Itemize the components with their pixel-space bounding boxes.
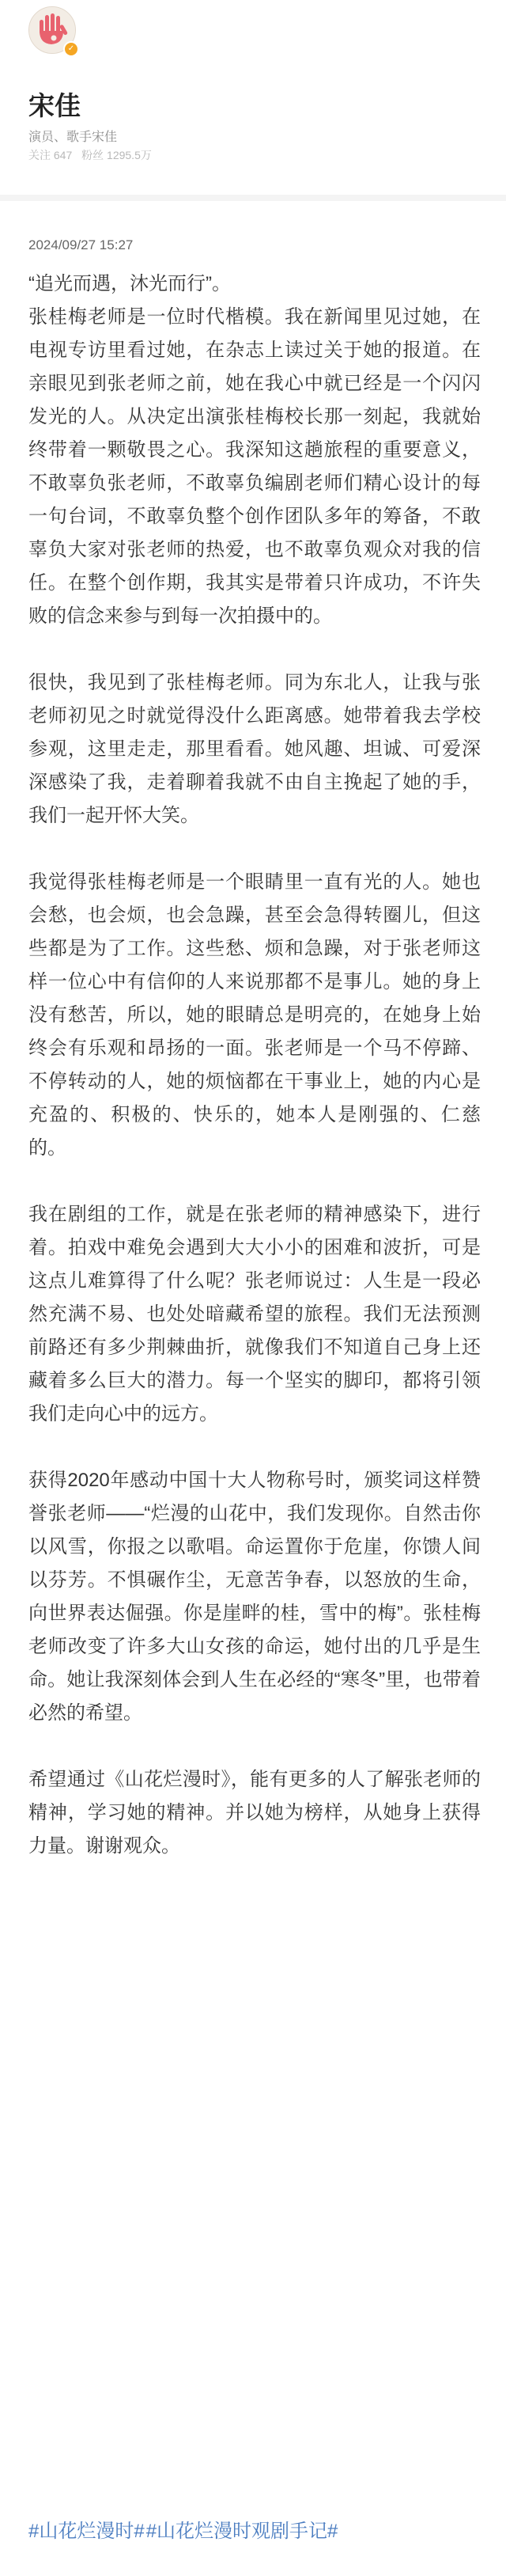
profile-stats bbox=[28, 147, 158, 163]
following-count[interactable]: 关注 647 bbox=[28, 149, 73, 161]
hashtag-link[interactable]: #山花烂漫时# bbox=[28, 2521, 145, 2542]
post-date: 2024/09/27 15:27 bbox=[28, 237, 134, 252]
follower-count[interactable]: 粉丝 1295.5万 bbox=[81, 149, 152, 161]
profile-bio: 演员、歌手宋佳 bbox=[28, 131, 118, 144]
post-paragraph: 很快，我见到了张桂梅老师。同为东北人，让我与张老师初见之时就觉得没什么距离感。她带着我去学校参观，这里走走，那里看看。她风趣、坦诚、可爱深深感染了我，走着聊着我就不由自主挽起了她的手，我们一起开怀大笑。 bbox=[28, 672, 481, 826]
post-paragraph: 获得2020年感动中国十大人物称号时，颁奖词这样赞誉张老师——“烂漫的山花中，我们发现你。自然击你以风雪，你报之以歌唱。命运置你于危崖，你馈人间以芬芳。不惧碾作尘，无意苦争春，以怒放的生命，向世界表达倔强。你是崖畔的桂，雪中的梅”。张桂梅老师改变了许多大山女孩的命运，她付出的几乎是生命。她让我深刻体会到人生在必经的“寒冬”里，也带着必然的希望。 bbox=[28, 1470, 481, 1724]
post-quote: “追光而遇，沐光而行”。 bbox=[28, 273, 231, 294]
hashtag-link[interactable]: #山花烂漫时观剧手记# bbox=[145, 2521, 338, 2542]
post-body bbox=[28, 267, 481, 1896]
section-divider bbox=[0, 195, 506, 201]
post-paragraph: 我觉得张桂梅老师是一个眼睛里一直有光的人。她也会愁，也会烦，也会急躁，甚至会急得转圈儿，但这些都是为了工作。这些愁、烦和急躁，对于张老师这样一位心中有信仰的人来说那都不是事儿。她的身上没有愁苦，所以，她的眼睛总是明亮的，在她身上始终会有乐观和昂扬的一面。张老师是一个马不停蹄、不停转动的人，她的烦恼都在干事业上，她的内心是充盈的、积极的、快乐的，她本人是刚强的、仁慈的。 bbox=[28, 871, 481, 1159]
hashtag-list bbox=[28, 2515, 339, 2543]
post-paragraph: 我在剧组的工作，就是在张老师的精神感染下，进行着。拍戏中难免会遇到大大小小的困难和波折，可是这点儿难算得了什么呢？张老师说过：人生是一段必然充满不易、也处处暗藏希望的旅程。我们无法预测前路还有多少荆棘曲折，就像我们不知道自己身上还藏着多么巨大的潜力。每一个坚实的脚印，都将引领我们走向心中的远方。 bbox=[28, 1204, 481, 1425]
profile-name[interactable]: 宋佳 bbox=[28, 91, 81, 120]
post-paragraph: 希望通过《山花烂漫时》，能有更多的人了解张老师的精神，学习她的精神。并以她为榜样，从她身上获得力量。谢谢观众。 bbox=[28, 1769, 481, 1857]
post-paragraph: 张桂梅老师是一位时代楷模。我在新闻里见过她，在电视专访里看过她，在杂志上读过关于她的报道。在亲眼见到张老师之前，她在我心中就已经是一个闪闪发光的人。从决定出演张桂梅校长那一刻起，我就始终带着一颗敬畏之心。我深知这趟旅程的重要意义，不敢辜负张老师，不敢辜负编剧老师们精心设计的每一句台词，不敢辜负整个创作团队多年的筹备，不敢辜负大家对张老师的热爱，也不敢辜负观众对我的信任。在整个创作期，我其实是带着只许成功，不许失败的信念来参与到每一次拍摄中的。 bbox=[28, 306, 481, 627]
verified-badge-icon: ✓ bbox=[63, 41, 79, 57]
